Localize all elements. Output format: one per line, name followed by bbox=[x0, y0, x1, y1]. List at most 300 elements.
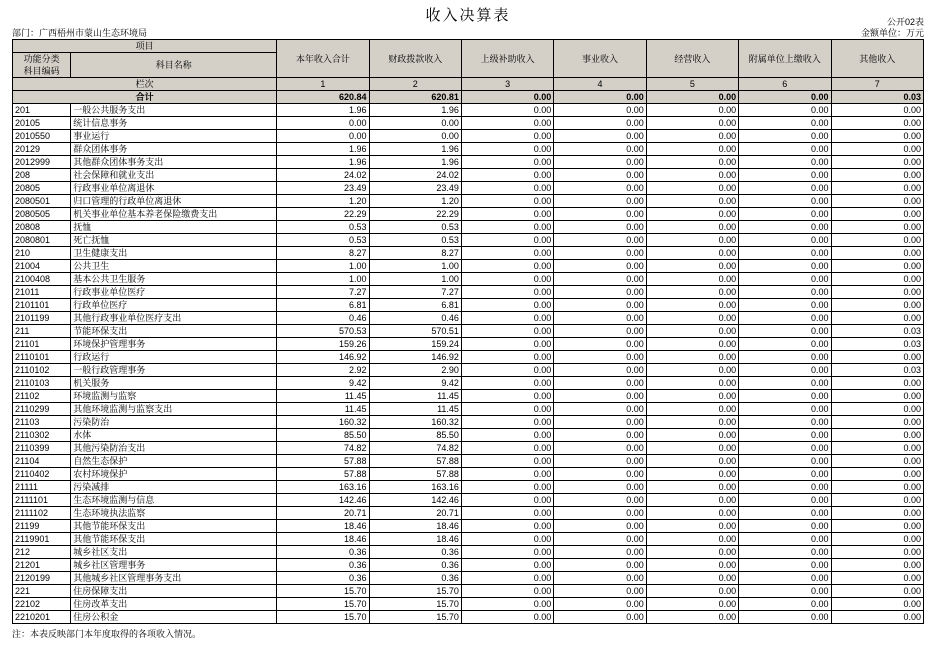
meta-row bbox=[12, 17, 924, 39]
row-subject-name: 其他节能环保支出 bbox=[71, 520, 277, 533]
row-value-7: 0.00 bbox=[831, 221, 924, 234]
row-value-1: 0.00 bbox=[277, 130, 369, 143]
row-value-6: 0.00 bbox=[739, 611, 831, 624]
row-subject-name: 行政单位医疗 bbox=[71, 299, 277, 312]
row-value-5: 0.00 bbox=[646, 104, 738, 117]
row-value-6: 0.00 bbox=[739, 585, 831, 598]
row-subject-name: 其他环境监测与监察支出 bbox=[71, 403, 277, 416]
table-row bbox=[13, 390, 924, 403]
row-value-2: 1.20 bbox=[369, 195, 461, 208]
row-value-6: 0.00 bbox=[739, 468, 831, 481]
row-value-5: 0.00 bbox=[646, 195, 738, 208]
row-code: 21103 bbox=[13, 416, 71, 429]
row-value-6: 0.00 bbox=[739, 169, 831, 182]
table-row bbox=[13, 273, 924, 286]
row-value-2: 160.32 bbox=[369, 416, 461, 429]
table-row bbox=[13, 585, 924, 598]
row-value-6: 0.00 bbox=[739, 403, 831, 416]
column-index-3: 3 bbox=[461, 78, 553, 91]
row-value-7: 0.00 bbox=[831, 312, 924, 325]
row-value-2: 1.00 bbox=[369, 260, 461, 273]
row-value-4: 0.00 bbox=[554, 338, 646, 351]
row-value-6: 0.00 bbox=[739, 221, 831, 234]
row-value-7: 0.00 bbox=[831, 533, 924, 546]
row-value-7: 0.03 bbox=[831, 364, 924, 377]
total-value-6: 0.00 bbox=[739, 91, 831, 104]
row-code: 2101101 bbox=[13, 299, 71, 312]
row-value-4: 0.00 bbox=[554, 455, 646, 468]
row-value-7: 0.00 bbox=[831, 507, 924, 520]
row-value-7: 0.00 bbox=[831, 169, 924, 182]
row-subject-name: 归口管理的行政单位离退休 bbox=[71, 195, 277, 208]
row-value-1: 85.50 bbox=[277, 429, 369, 442]
row-value-5: 0.00 bbox=[646, 182, 738, 195]
row-value-5: 0.00 bbox=[646, 130, 738, 143]
col-header-3: 事业收入 bbox=[554, 40, 646, 78]
row-value-4: 0.00 bbox=[554, 234, 646, 247]
row-value-7: 0.00 bbox=[831, 429, 924, 442]
row-value-2: 0.53 bbox=[369, 221, 461, 234]
row-subject-name: 抚恤 bbox=[71, 221, 277, 234]
row-value-3: 0.00 bbox=[461, 104, 553, 117]
row-value-7: 0.00 bbox=[831, 377, 924, 390]
row-value-1: 57.88 bbox=[277, 455, 369, 468]
row-value-2: 85.50 bbox=[369, 429, 461, 442]
row-value-4: 0.00 bbox=[554, 364, 646, 377]
row-value-7: 0.00 bbox=[831, 403, 924, 416]
row-value-2: 20.71 bbox=[369, 507, 461, 520]
row-code: 212 bbox=[13, 546, 71, 559]
row-value-7: 0.00 bbox=[831, 416, 924, 429]
table-row bbox=[13, 494, 924, 507]
row-value-3: 0.00 bbox=[461, 533, 553, 546]
table-row bbox=[13, 481, 924, 494]
row-value-5: 0.00 bbox=[646, 507, 738, 520]
row-value-2: 11.45 bbox=[369, 403, 461, 416]
row-value-1: 160.32 bbox=[277, 416, 369, 429]
header-project-row bbox=[13, 40, 924, 53]
row-value-4: 0.00 bbox=[554, 429, 646, 442]
table-row bbox=[13, 312, 924, 325]
row-subject-name: 统计信息事务 bbox=[71, 117, 277, 130]
row-code: 21201 bbox=[13, 559, 71, 572]
row-code: 2111101 bbox=[13, 494, 71, 507]
row-value-6: 0.00 bbox=[739, 234, 831, 247]
row-value-2: 15.70 bbox=[369, 611, 461, 624]
row-value-7: 0.00 bbox=[831, 585, 924, 598]
row-value-5: 0.00 bbox=[646, 481, 738, 494]
row-value-3: 0.00 bbox=[461, 234, 553, 247]
row-subject-name: 一般行政管理事务 bbox=[71, 364, 277, 377]
row-value-3: 0.00 bbox=[461, 247, 553, 260]
column-index-5: 5 bbox=[646, 78, 738, 91]
row-value-1: 1.96 bbox=[277, 104, 369, 117]
row-value-3: 0.00 bbox=[461, 429, 553, 442]
row-subject-name: 其他群众团体事务支出 bbox=[71, 156, 277, 169]
row-value-7: 0.00 bbox=[831, 299, 924, 312]
col-header-4: 经营收入 bbox=[646, 40, 738, 78]
row-value-5: 0.00 bbox=[646, 221, 738, 234]
row-value-4: 0.00 bbox=[554, 169, 646, 182]
row-value-7: 0.00 bbox=[831, 130, 924, 143]
row-value-7: 0.00 bbox=[831, 455, 924, 468]
table-row bbox=[13, 260, 924, 273]
row-value-7: 0.00 bbox=[831, 247, 924, 260]
row-value-3: 0.00 bbox=[461, 546, 553, 559]
row-subject-name: 住房改革支出 bbox=[71, 598, 277, 611]
row-code: 22102 bbox=[13, 598, 71, 611]
row-value-6: 0.00 bbox=[739, 533, 831, 546]
table-row bbox=[13, 182, 924, 195]
row-value-1: 18.46 bbox=[277, 520, 369, 533]
column-index-6: 6 bbox=[739, 78, 831, 91]
row-value-7: 0.00 bbox=[831, 182, 924, 195]
row-subject-name: 事业运行 bbox=[71, 130, 277, 143]
row-code: 21011 bbox=[13, 286, 71, 299]
row-value-1: 23.49 bbox=[277, 182, 369, 195]
row-value-3: 0.00 bbox=[461, 377, 553, 390]
row-value-4: 0.00 bbox=[554, 208, 646, 221]
row-value-6: 0.00 bbox=[739, 273, 831, 286]
total-value-2: 620.81 bbox=[369, 91, 461, 104]
row-value-2: 18.46 bbox=[369, 533, 461, 546]
row-value-5: 0.00 bbox=[646, 260, 738, 273]
row-value-5: 0.00 bbox=[646, 143, 738, 156]
row-value-2: 1.00 bbox=[369, 273, 461, 286]
table-head bbox=[13, 40, 924, 91]
row-value-3: 0.00 bbox=[461, 455, 553, 468]
row-value-4: 0.00 bbox=[554, 611, 646, 624]
amount-unit: 金额单位：万元 bbox=[860, 28, 924, 38]
row-value-1: 9.42 bbox=[277, 377, 369, 390]
row-value-2: 9.42 bbox=[369, 377, 461, 390]
row-code: 2080505 bbox=[13, 208, 71, 221]
col-header-0: 本年收入合计 bbox=[277, 40, 369, 78]
row-subject-name: 机关服务 bbox=[71, 377, 277, 390]
row-value-4: 0.00 bbox=[554, 273, 646, 286]
row-value-6: 0.00 bbox=[739, 390, 831, 403]
row-value-3: 0.00 bbox=[461, 403, 553, 416]
row-subject-name: 其他污染防治支出 bbox=[71, 442, 277, 455]
row-value-6: 0.00 bbox=[739, 416, 831, 429]
row-value-7: 0.00 bbox=[831, 195, 924, 208]
row-value-3: 0.00 bbox=[461, 416, 553, 429]
row-code: 20808 bbox=[13, 221, 71, 234]
row-code: 2110302 bbox=[13, 429, 71, 442]
row-value-5: 0.00 bbox=[646, 533, 738, 546]
row-value-6: 0.00 bbox=[739, 546, 831, 559]
row-value-1: 20.71 bbox=[277, 507, 369, 520]
row-value-4: 0.00 bbox=[554, 156, 646, 169]
row-value-1: 15.70 bbox=[277, 585, 369, 598]
table-row bbox=[13, 247, 924, 260]
row-subject-name: 城乡社区管理事务 bbox=[71, 559, 277, 572]
table-row bbox=[13, 507, 924, 520]
table-body bbox=[13, 91, 924, 624]
row-value-2: 0.36 bbox=[369, 546, 461, 559]
row-value-3: 0.00 bbox=[461, 481, 553, 494]
row-value-4: 0.00 bbox=[554, 546, 646, 559]
table-row bbox=[13, 221, 924, 234]
table-row bbox=[13, 559, 924, 572]
row-value-5: 0.00 bbox=[646, 299, 738, 312]
row-value-1: 0.36 bbox=[277, 572, 369, 585]
row-value-5: 0.00 bbox=[646, 585, 738, 598]
table-row bbox=[13, 442, 924, 455]
row-value-4: 0.00 bbox=[554, 507, 646, 520]
table-row bbox=[13, 546, 924, 559]
row-value-6: 0.00 bbox=[739, 286, 831, 299]
row-value-7: 0.00 bbox=[831, 351, 924, 364]
page-title: 收入决算表 bbox=[425, 8, 511, 24]
total-value-7: 0.03 bbox=[831, 91, 924, 104]
row-value-2: 163.16 bbox=[369, 481, 461, 494]
row-value-2: 22.29 bbox=[369, 208, 461, 221]
table-row bbox=[13, 533, 924, 546]
row-value-7: 0.00 bbox=[831, 156, 924, 169]
row-value-4: 0.00 bbox=[554, 143, 646, 156]
row-value-2: 0.53 bbox=[369, 234, 461, 247]
row-value-6: 0.00 bbox=[739, 494, 831, 507]
report-page bbox=[0, 4, 936, 666]
row-code: 2110299 bbox=[13, 403, 71, 416]
row-subject-name: 死亡抚恤 bbox=[71, 234, 277, 247]
row-subject-name: 其他节能环保支出 bbox=[71, 533, 277, 546]
row-value-3: 0.00 bbox=[461, 598, 553, 611]
row-value-6: 0.00 bbox=[739, 351, 831, 364]
row-value-6: 0.00 bbox=[739, 520, 831, 533]
column-index-4: 4 bbox=[554, 78, 646, 91]
row-value-1: 6.81 bbox=[277, 299, 369, 312]
row-value-5: 0.00 bbox=[646, 234, 738, 247]
footnote: 注：本表反映部门本年度取得的各项收入情况。 bbox=[12, 629, 202, 639]
row-value-6: 0.00 bbox=[739, 325, 831, 338]
row-value-6: 0.00 bbox=[739, 442, 831, 455]
row-value-4: 0.00 bbox=[554, 559, 646, 572]
table-row bbox=[13, 520, 924, 533]
row-value-1: 24.02 bbox=[277, 169, 369, 182]
row-value-3: 0.00 bbox=[461, 208, 553, 221]
col-header-5: 附属单位上缴收入 bbox=[739, 40, 831, 78]
row-value-1: 1.00 bbox=[277, 260, 369, 273]
row-value-5: 0.00 bbox=[646, 247, 738, 260]
table-row bbox=[13, 598, 924, 611]
row-value-5: 0.00 bbox=[646, 364, 738, 377]
row-value-1: 0.53 bbox=[277, 234, 369, 247]
row-value-4: 0.00 bbox=[554, 299, 646, 312]
row-value-4: 0.00 bbox=[554, 403, 646, 416]
row-value-4: 0.00 bbox=[554, 247, 646, 260]
row-value-3: 0.00 bbox=[461, 364, 553, 377]
row-value-1: 142.46 bbox=[277, 494, 369, 507]
total-value-4: 0.00 bbox=[554, 91, 646, 104]
total-label: 合计 bbox=[13, 91, 277, 104]
project-header: 项目 bbox=[13, 40, 277, 53]
row-value-2: 0.46 bbox=[369, 312, 461, 325]
row-value-6: 0.00 bbox=[739, 559, 831, 572]
row-value-7: 0.00 bbox=[831, 208, 924, 221]
table-row bbox=[13, 286, 924, 299]
row-value-1: 0.46 bbox=[277, 312, 369, 325]
row-value-6: 0.00 bbox=[739, 208, 831, 221]
row-value-3: 0.00 bbox=[461, 195, 553, 208]
row-value-4: 0.00 bbox=[554, 325, 646, 338]
row-code: 2080801 bbox=[13, 234, 71, 247]
table-row bbox=[13, 351, 924, 364]
row-value-3: 0.00 bbox=[461, 221, 553, 234]
row-value-6: 0.00 bbox=[739, 104, 831, 117]
row-value-5: 0.00 bbox=[646, 377, 738, 390]
row-value-1: 15.70 bbox=[277, 598, 369, 611]
row-value-7: 0.00 bbox=[831, 442, 924, 455]
row-value-1: 163.16 bbox=[277, 481, 369, 494]
row-value-3: 0.00 bbox=[461, 117, 553, 130]
row-value-7: 0.00 bbox=[831, 520, 924, 533]
row-code: 210 bbox=[13, 247, 71, 260]
row-subject-name: 城乡社区支出 bbox=[71, 546, 277, 559]
row-value-7: 0.03 bbox=[831, 325, 924, 338]
row-value-2: 23.49 bbox=[369, 182, 461, 195]
row-value-3: 0.00 bbox=[461, 143, 553, 156]
row-code: 2100408 bbox=[13, 273, 71, 286]
table-row bbox=[13, 169, 924, 182]
row-value-4: 0.00 bbox=[554, 416, 646, 429]
row-value-1: 0.36 bbox=[277, 546, 369, 559]
table-row bbox=[13, 117, 924, 130]
row-value-5: 0.00 bbox=[646, 338, 738, 351]
row-value-2: 1.96 bbox=[369, 104, 461, 117]
row-subject-name: 其他城乡社区管理事务支出 bbox=[71, 572, 277, 585]
column-index-2: 2 bbox=[369, 78, 461, 91]
col-header-code-line1: 功能分类 bbox=[23, 54, 60, 64]
table-row bbox=[13, 611, 924, 624]
row-value-3: 0.00 bbox=[461, 494, 553, 507]
table-row bbox=[13, 572, 924, 585]
row-subject-name: 自然生态保护 bbox=[71, 455, 277, 468]
table-row bbox=[13, 208, 924, 221]
row-value-6: 0.00 bbox=[739, 364, 831, 377]
row-value-7: 0.00 bbox=[831, 572, 924, 585]
row-value-1: 74.82 bbox=[277, 442, 369, 455]
row-value-6: 0.00 bbox=[739, 247, 831, 260]
row-value-4: 0.00 bbox=[554, 117, 646, 130]
row-value-5: 0.00 bbox=[646, 455, 738, 468]
col-header-1: 财政拨款收入 bbox=[369, 40, 461, 78]
row-value-1: 1.96 bbox=[277, 156, 369, 169]
row-value-1: 15.70 bbox=[277, 611, 369, 624]
row-value-3: 0.00 bbox=[461, 585, 553, 598]
row-value-7: 0.00 bbox=[831, 611, 924, 624]
row-value-2: 18.46 bbox=[369, 520, 461, 533]
row-value-7: 0.00 bbox=[831, 234, 924, 247]
row-value-5: 0.00 bbox=[646, 429, 738, 442]
row-value-3: 0.00 bbox=[461, 130, 553, 143]
table-row bbox=[13, 455, 924, 468]
row-value-2: 57.88 bbox=[369, 455, 461, 468]
row-value-3: 0.00 bbox=[461, 169, 553, 182]
row-value-7: 0.00 bbox=[831, 546, 924, 559]
row-value-2: 7.27 bbox=[369, 286, 461, 299]
row-code: 21004 bbox=[13, 260, 71, 273]
row-subject-name: 一般公共服务支出 bbox=[71, 104, 277, 117]
row-subject-name: 生态环境执法监察 bbox=[71, 507, 277, 520]
row-value-4: 0.00 bbox=[554, 377, 646, 390]
row-value-4: 0.00 bbox=[554, 130, 646, 143]
row-value-3: 0.00 bbox=[461, 559, 553, 572]
row-subject-name: 社会保障和就业支出 bbox=[71, 169, 277, 182]
col-header-name: 科目名称 bbox=[71, 53, 277, 78]
row-value-1: 159.26 bbox=[277, 338, 369, 351]
row-value-7: 0.00 bbox=[831, 494, 924, 507]
row-code: 2120199 bbox=[13, 572, 71, 585]
row-value-1: 0.36 bbox=[277, 559, 369, 572]
row-code: 2210201 bbox=[13, 611, 71, 624]
row-value-3: 0.00 bbox=[461, 442, 553, 455]
row-value-6: 0.00 bbox=[739, 598, 831, 611]
row-code: 2101199 bbox=[13, 312, 71, 325]
row-value-1: 18.46 bbox=[277, 533, 369, 546]
row-value-6: 0.00 bbox=[739, 117, 831, 130]
row-value-5: 0.00 bbox=[646, 312, 738, 325]
row-value-5: 0.00 bbox=[646, 494, 738, 507]
row-value-5: 0.00 bbox=[646, 390, 738, 403]
row-code: 2110399 bbox=[13, 442, 71, 455]
row-subject-name: 群众团体事务 bbox=[71, 143, 277, 156]
row-code: 208 bbox=[13, 169, 71, 182]
row-value-1: 7.27 bbox=[277, 286, 369, 299]
row-value-3: 0.00 bbox=[461, 390, 553, 403]
row-value-4: 0.00 bbox=[554, 572, 646, 585]
row-subject-name: 其他行政事业单位医疗支出 bbox=[71, 312, 277, 325]
row-value-2: 142.46 bbox=[369, 494, 461, 507]
row-value-7: 0.00 bbox=[831, 143, 924, 156]
row-value-5: 0.00 bbox=[646, 325, 738, 338]
row-value-2: 11.45 bbox=[369, 390, 461, 403]
row-value-4: 0.00 bbox=[554, 260, 646, 273]
row-value-7: 0.03 bbox=[831, 338, 924, 351]
department-label: 部门：广西梧州市蒙山生态环境局 bbox=[12, 28, 148, 38]
row-value-2: 159.24 bbox=[369, 338, 461, 351]
row-subject-name: 卫生健康支出 bbox=[71, 247, 277, 260]
row-value-1: 0.53 bbox=[277, 221, 369, 234]
col-header-code bbox=[13, 53, 71, 78]
row-value-2: 1.96 bbox=[369, 156, 461, 169]
row-value-6: 0.00 bbox=[739, 377, 831, 390]
row-subject-name: 住房保障支出 bbox=[71, 585, 277, 598]
row-code: 2111102 bbox=[13, 507, 71, 520]
row-value-4: 0.00 bbox=[554, 442, 646, 455]
col-header-code-line2: 科目编码 bbox=[23, 66, 60, 76]
row-value-1: 1.96 bbox=[277, 143, 369, 156]
row-value-3: 0.00 bbox=[461, 286, 553, 299]
table-row bbox=[13, 325, 924, 338]
row-value-4: 0.00 bbox=[554, 351, 646, 364]
table-row bbox=[13, 468, 924, 481]
row-value-5: 0.00 bbox=[646, 468, 738, 481]
row-value-4: 0.00 bbox=[554, 390, 646, 403]
form-code: 公开02表 bbox=[886, 17, 924, 27]
row-code: 2110102 bbox=[13, 364, 71, 377]
row-subject-name: 住房公积金 bbox=[71, 611, 277, 624]
row-value-2: 570.51 bbox=[369, 325, 461, 338]
row-value-2: 0.36 bbox=[369, 559, 461, 572]
row-value-2: 8.27 bbox=[369, 247, 461, 260]
row-subject-name: 环境监测与监察 bbox=[71, 390, 277, 403]
row-value-5: 0.00 bbox=[646, 286, 738, 299]
row-code: 21102 bbox=[13, 390, 71, 403]
row-value-6: 0.00 bbox=[739, 156, 831, 169]
row-code: 2010550 bbox=[13, 130, 71, 143]
